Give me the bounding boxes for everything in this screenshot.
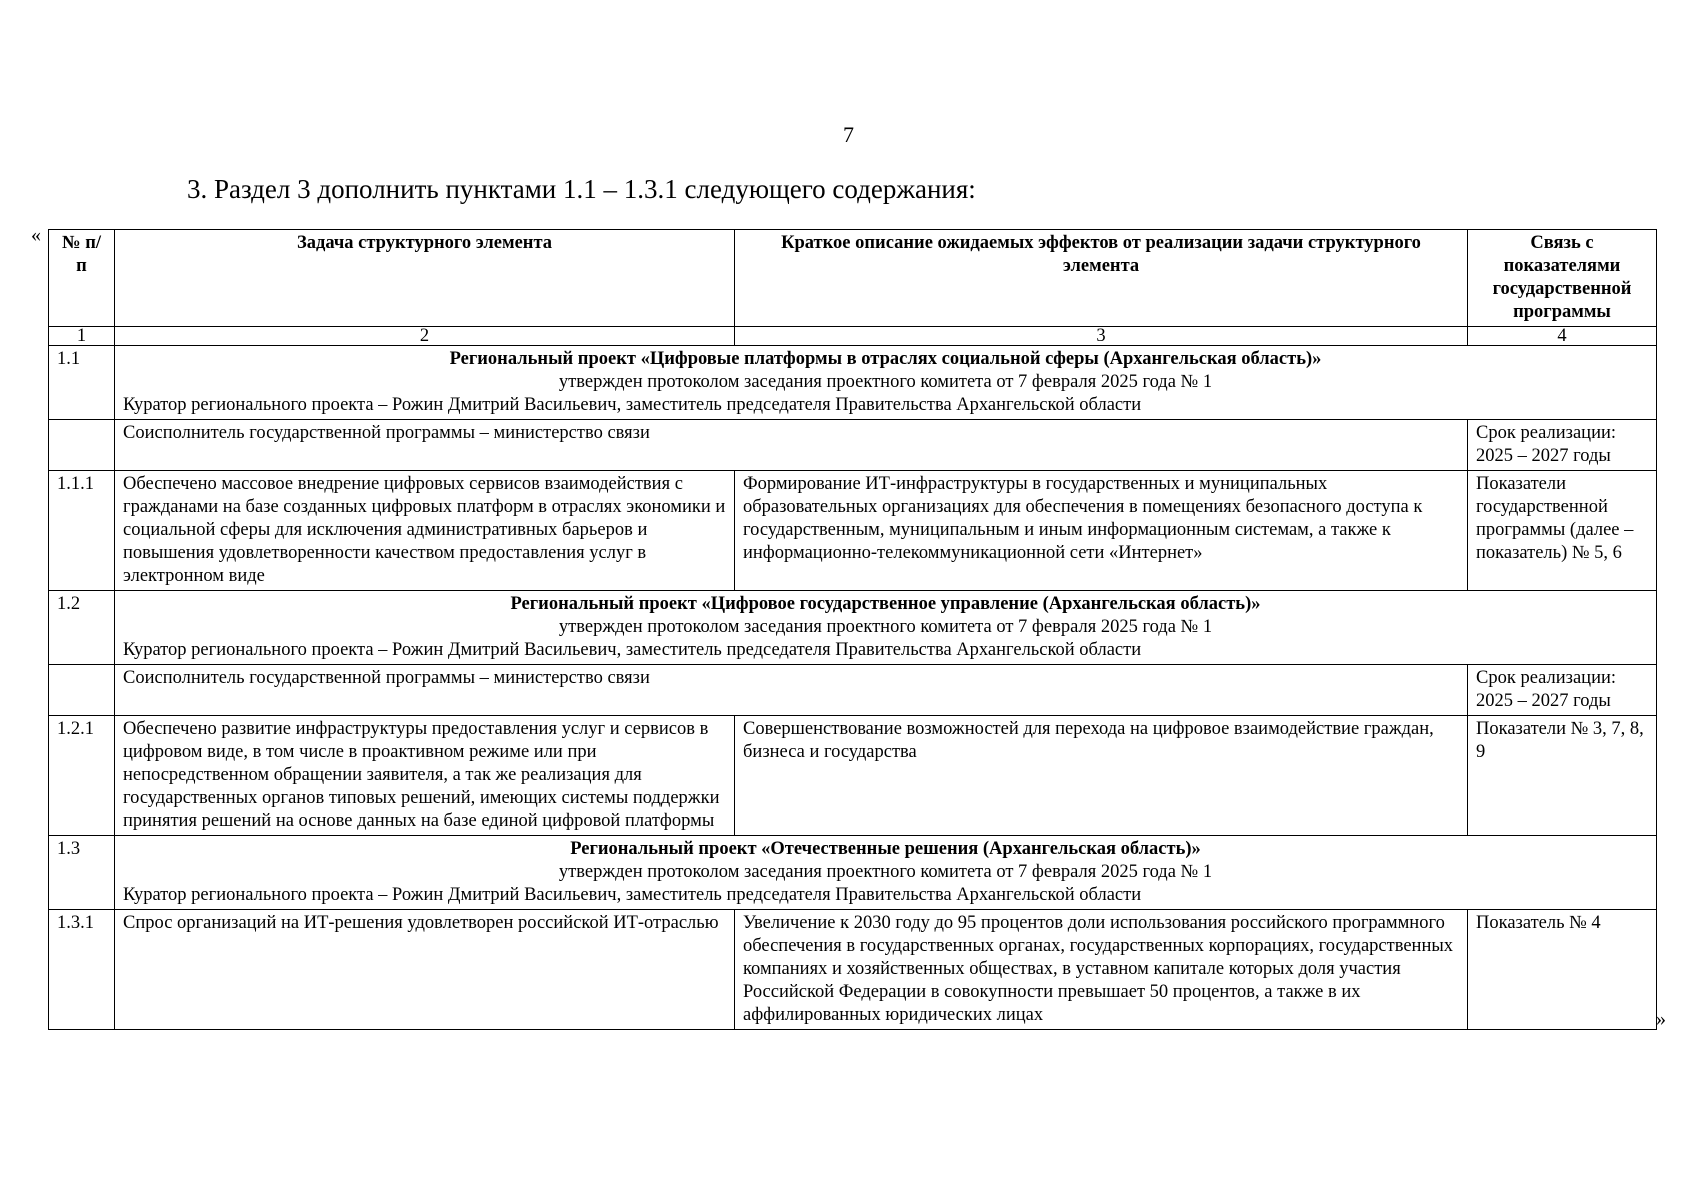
section-intro: 3. Раздел 3 дополнить пунктами 1.1 – 1.3.1 следующего содержания:: [187, 174, 976, 204]
closing-quote: »: [1656, 1008, 1666, 1030]
coexecutor-row: [49, 420, 1657, 471]
project-row: [49, 346, 1657, 420]
page-number: 7: [843, 122, 854, 147]
header-num: № п/п: [49, 230, 115, 327]
project-curator: Куратор регионального проекта – Рожин Дмитрий Васильевич, заместитель председателя Правительства Архангельской области: [123, 640, 1142, 660]
task-effects: Увеличение к 2030 году до 95 процентов доли использования российского программного обеспечения в государственных органах, государственных корпорациях, государственных компаниях и хозяйственных обществах, в уставном капитале которых доля участия Российской Федерации в совокупности превышает 50 процентов, а также в их аффилированных юридических лицах: [735, 910, 1468, 1030]
task-text: Обеспечено развитие инфраструктуры предоставления услуг и сервисов в цифровом виде, в том числе в проактивном режиме или при непосредственном обращении заявителя, а так же реализация для государственных органов типовых решений, имеющих системы поддержки принятия решений на основе данных на базе единой цифровой платформы: [115, 716, 735, 836]
column-number: 2: [115, 327, 735, 346]
task-row: [49, 910, 1657, 1030]
tasks-table: [48, 229, 1657, 1030]
project-approved: утвержден протоколом заседания проектного комитета от 7 февраля 2025 года № 1: [558, 617, 1213, 637]
column-number: 1: [49, 327, 115, 346]
task-indicators: Показатели государственной программы (далее – показатель) № 5, 6: [1468, 471, 1657, 591]
implementation-term: Срок реализации: 2025 – 2027 годы: [1468, 665, 1657, 716]
project-info: [115, 836, 1657, 910]
project-info: [115, 346, 1657, 420]
project-curator: Куратор регионального проекта – Рожин Дмитрий Васильевич, заместитель председателя Правительства Архангельской области: [123, 395, 1142, 415]
task-row: [49, 716, 1657, 836]
project-number: 1.2: [49, 591, 115, 665]
project-approved: утвержден протоколом заседания проектного комитета от 7 февраля 2025 года № 1: [558, 862, 1213, 882]
task-effects: Совершенствование возможностей для перехода на цифровое взаимодействие граждан, бизнеса и государства: [735, 716, 1468, 836]
header-row: [49, 230, 1657, 327]
project-number: 1.1: [49, 346, 115, 420]
task-effects: Формирование ИТ-инфраструктуры в государственных и муниципальных образовательных организациях для обеспечения в помещениях безопасного доступа к государственным, муниципальным и иным информационным системам, а также к информационно-телекоммуникационной сети «Интернет»: [735, 471, 1468, 591]
task-number: 1.2.1: [49, 716, 115, 836]
project-info: [115, 591, 1657, 665]
empty-cell: [49, 665, 115, 716]
project-title: Региональный проект «Цифровое государственное управление (Архангельская область)»: [510, 594, 1261, 614]
project-curator: Куратор регионального проекта – Рожин Дмитрий Васильевич, заместитель председателя Правительства Архангельской области: [123, 885, 1142, 905]
task-number: 1.1.1: [49, 471, 115, 591]
project-title: Региональный проект «Отечественные решения (Архангельская область)»: [570, 839, 1201, 859]
column-numbers-row: [49, 327, 1657, 346]
coexecutor-row: [49, 665, 1657, 716]
column-number: 3: [735, 327, 1468, 346]
opening-quote: «: [31, 224, 41, 246]
task-indicators: Показатели № 3, 7, 8, 9: [1468, 716, 1657, 836]
coexecutor: Соисполнитель государственной программы – министерство связи: [115, 420, 1468, 471]
task-row: [49, 471, 1657, 591]
project-title: Региональный проект «Цифровые платформы в отраслях социальной сферы (Архангельская область)»: [449, 349, 1322, 369]
project-row: [49, 591, 1657, 665]
empty-cell: [49, 420, 115, 471]
project-row: [49, 836, 1657, 910]
coexecutor: Соисполнитель государственной программы – министерство связи: [115, 665, 1468, 716]
header-link: Связь с показателями государственной программы: [1468, 230, 1657, 327]
header-task: Задача структурного элемента: [115, 230, 735, 327]
header-effects: Краткое описание ожидаемых эффектов от реализации задачи структурного элемента: [735, 230, 1468, 327]
task-text: Обеспечено массовое внедрение цифровых сервисов взаимодействия с гражданами на базе созданных цифровых платформ в отраслях экономики и социальной сферы для исключения административных барьеров и повышения удовлетворенности качеством предоставления услуг в электронном виде: [115, 471, 735, 591]
task-text: Спрос организаций на ИТ-решения удовлетворен российской ИТ-отраслью: [115, 910, 735, 1030]
project-approved: утвержден протоколом заседания проектного комитета от 7 февраля 2025 года № 1: [558, 372, 1213, 392]
task-indicators: Показатель № 4: [1468, 910, 1657, 1030]
column-number: 4: [1468, 327, 1657, 346]
implementation-term: Срок реализации: 2025 – 2027 годы: [1468, 420, 1657, 471]
project-number: 1.3: [49, 836, 115, 910]
task-number: 1.3.1: [49, 910, 115, 1030]
